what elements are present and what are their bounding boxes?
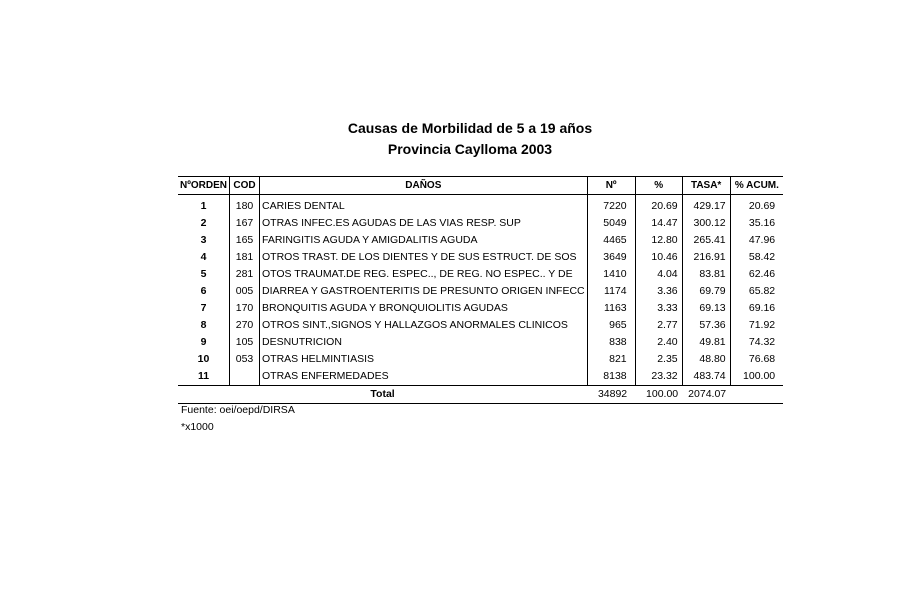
total-numero: 34892: [587, 386, 635, 404]
table-body: [178, 195, 783, 386]
row-numero: 1163: [587, 300, 635, 317]
row-tasa: 216.91: [682, 249, 730, 266]
row-tasa: 69.79: [682, 283, 730, 300]
header-tasa: TASA*: [682, 177, 730, 195]
row-orden: 8: [178, 317, 230, 334]
report-title: Causas de Morbilidad de 5 a 19 años: [347, 120, 593, 136]
row-numero: 7220: [587, 195, 635, 216]
rate-note: *x1000: [181, 421, 214, 433]
table-row: [178, 317, 783, 334]
row-acumulado: 69.16: [748, 302, 776, 314]
row-dano: DESNUTRICION: [260, 334, 588, 351]
row-dano: OTOS TRAUMAT.DE REG. ESPEC.., DE REG. NO ESPEC.. Y DE: [260, 266, 588, 283]
row-orden: 9: [178, 334, 230, 351]
row-cod: 270: [230, 317, 260, 334]
row-porcentaje: 3.33: [635, 300, 682, 317]
row-tasa: 83.81: [682, 266, 730, 283]
row-porcentaje: 10.46: [635, 249, 682, 266]
row-dano: DIARREA Y GASTROENTERITIS DE PRESUNTO ORIGEN INFECC: [260, 283, 588, 300]
row-dano: BRONQUITIS AGUDA Y BRONQUIOLITIS AGUDAS: [260, 300, 588, 317]
row-acumulado: 65.82: [748, 285, 776, 297]
table-row: [178, 351, 783, 368]
row-porcentaje: 3.36: [635, 283, 682, 300]
row-cod: 005: [230, 283, 260, 300]
table-row: [178, 232, 783, 249]
row-numero: 821: [587, 351, 635, 368]
report-subtitle: Provincia Caylloma 2003: [387, 141, 553, 157]
row-acumulado: 100.00: [743, 370, 776, 382]
row-acumulado: 58.42: [748, 251, 776, 263]
header-numero: Nº: [587, 177, 635, 195]
table-row: [178, 283, 783, 300]
row-cod: 053: [230, 351, 260, 368]
row-porcentaje: 14.47: [635, 215, 682, 232]
row-orden: 11: [178, 368, 230, 386]
row-tasa: 483.74: [682, 368, 730, 386]
row-tasa: 429.17: [682, 195, 730, 216]
row-dano: CARIES DENTAL: [260, 195, 588, 216]
table-row: [178, 266, 783, 283]
row-numero: 8138: [587, 368, 635, 386]
row-acumulado: 71.92: [748, 319, 776, 331]
row-cod: 170: [230, 300, 260, 317]
row-numero: 3649: [587, 249, 635, 266]
row-porcentaje: 20.69: [635, 195, 682, 216]
row-orden: 6: [178, 283, 230, 300]
row-orden: 4: [178, 249, 230, 266]
row-dano: OTRAS HELMINTIASIS: [260, 351, 588, 368]
row-orden: 1: [178, 195, 230, 216]
row-orden: 3: [178, 232, 230, 249]
row-numero: 5049: [587, 215, 635, 232]
row-cod: 165: [230, 232, 260, 249]
row-orden: 7: [178, 300, 230, 317]
row-cod: 180: [230, 195, 260, 216]
row-numero: 965: [587, 317, 635, 334]
row-orden: 5: [178, 266, 230, 283]
source-note: Fuente: oei/oepd/DIRSA: [181, 404, 295, 416]
row-dano: OTROS SINT.,SIGNOS Y HALLAZGOS ANORMALES CLINICOS: [260, 317, 588, 334]
total-acumulado: [730, 386, 783, 404]
row-tasa: 265.41: [682, 232, 730, 249]
row-acumulado: 47.96: [748, 234, 776, 246]
row-tasa: 57.36: [682, 317, 730, 334]
header-cod: COD: [230, 177, 260, 195]
row-porcentaje: 4.04: [635, 266, 682, 283]
row-porcentaje: 23.32: [635, 368, 682, 386]
row-cod: 105: [230, 334, 260, 351]
header-porcentaje: %: [635, 177, 682, 195]
row-numero: 4465: [587, 232, 635, 249]
row-orden: 10: [178, 351, 230, 368]
table-row: [178, 249, 783, 266]
row-acumulado: 74.32: [748, 336, 776, 348]
title-block: [0, 118, 900, 160]
header-acumulado: % ACUM.: [730, 177, 783, 195]
row-dano: FARINGITIS AGUDA Y AMIGDALITIS AGUDA: [260, 232, 588, 249]
morbidity-table: [178, 176, 783, 404]
table-row: [178, 215, 783, 232]
table-row: [178, 368, 783, 386]
total-row: [178, 386, 783, 404]
row-cod: 181: [230, 249, 260, 266]
total-label: Total: [178, 386, 587, 404]
row-dano: OTROS TRAST. DE LOS DIENTES Y DE SUS ESTRUCT. DE SOS: [260, 249, 588, 266]
row-tasa: 48.80: [682, 351, 730, 368]
table-row: [178, 334, 783, 351]
row-dano: OTRAS ENFERMEDADES: [260, 368, 588, 386]
header-orden: NºORDEN: [178, 177, 230, 195]
row-porcentaje: 12.80: [635, 232, 682, 249]
row-numero: 1410: [587, 266, 635, 283]
row-numero: 838: [587, 334, 635, 351]
table-header-row: [178, 177, 783, 195]
row-tasa: 69.13: [682, 300, 730, 317]
row-acumulado: 76.68: [748, 353, 776, 365]
total-tasa: 2074.07: [682, 386, 730, 404]
total-porcentaje: 100.00: [635, 386, 682, 404]
row-porcentaje: 2.35: [635, 351, 682, 368]
row-orden: 2: [178, 215, 230, 232]
header-danos: DAÑOS: [260, 177, 588, 195]
row-cod: 281: [230, 266, 260, 283]
row-acumulado: 35.16: [748, 217, 776, 229]
row-porcentaje: 2.77: [635, 317, 682, 334]
row-porcentaje: 2.40: [635, 334, 682, 351]
table-row: [178, 300, 783, 317]
table-row: [178, 195, 783, 216]
row-acumulado: 62.46: [748, 268, 776, 280]
row-tasa: 49.81: [682, 334, 730, 351]
row-numero: 1174: [587, 283, 635, 300]
row-cod: [230, 368, 260, 386]
row-dano: OTRAS INFEC.ES AGUDAS DE LAS VIAS RESP. SUP: [260, 215, 588, 232]
row-cod: 167: [230, 215, 260, 232]
row-tasa: 300.12: [682, 215, 730, 232]
row-acumulado: 20.69: [748, 200, 776, 212]
